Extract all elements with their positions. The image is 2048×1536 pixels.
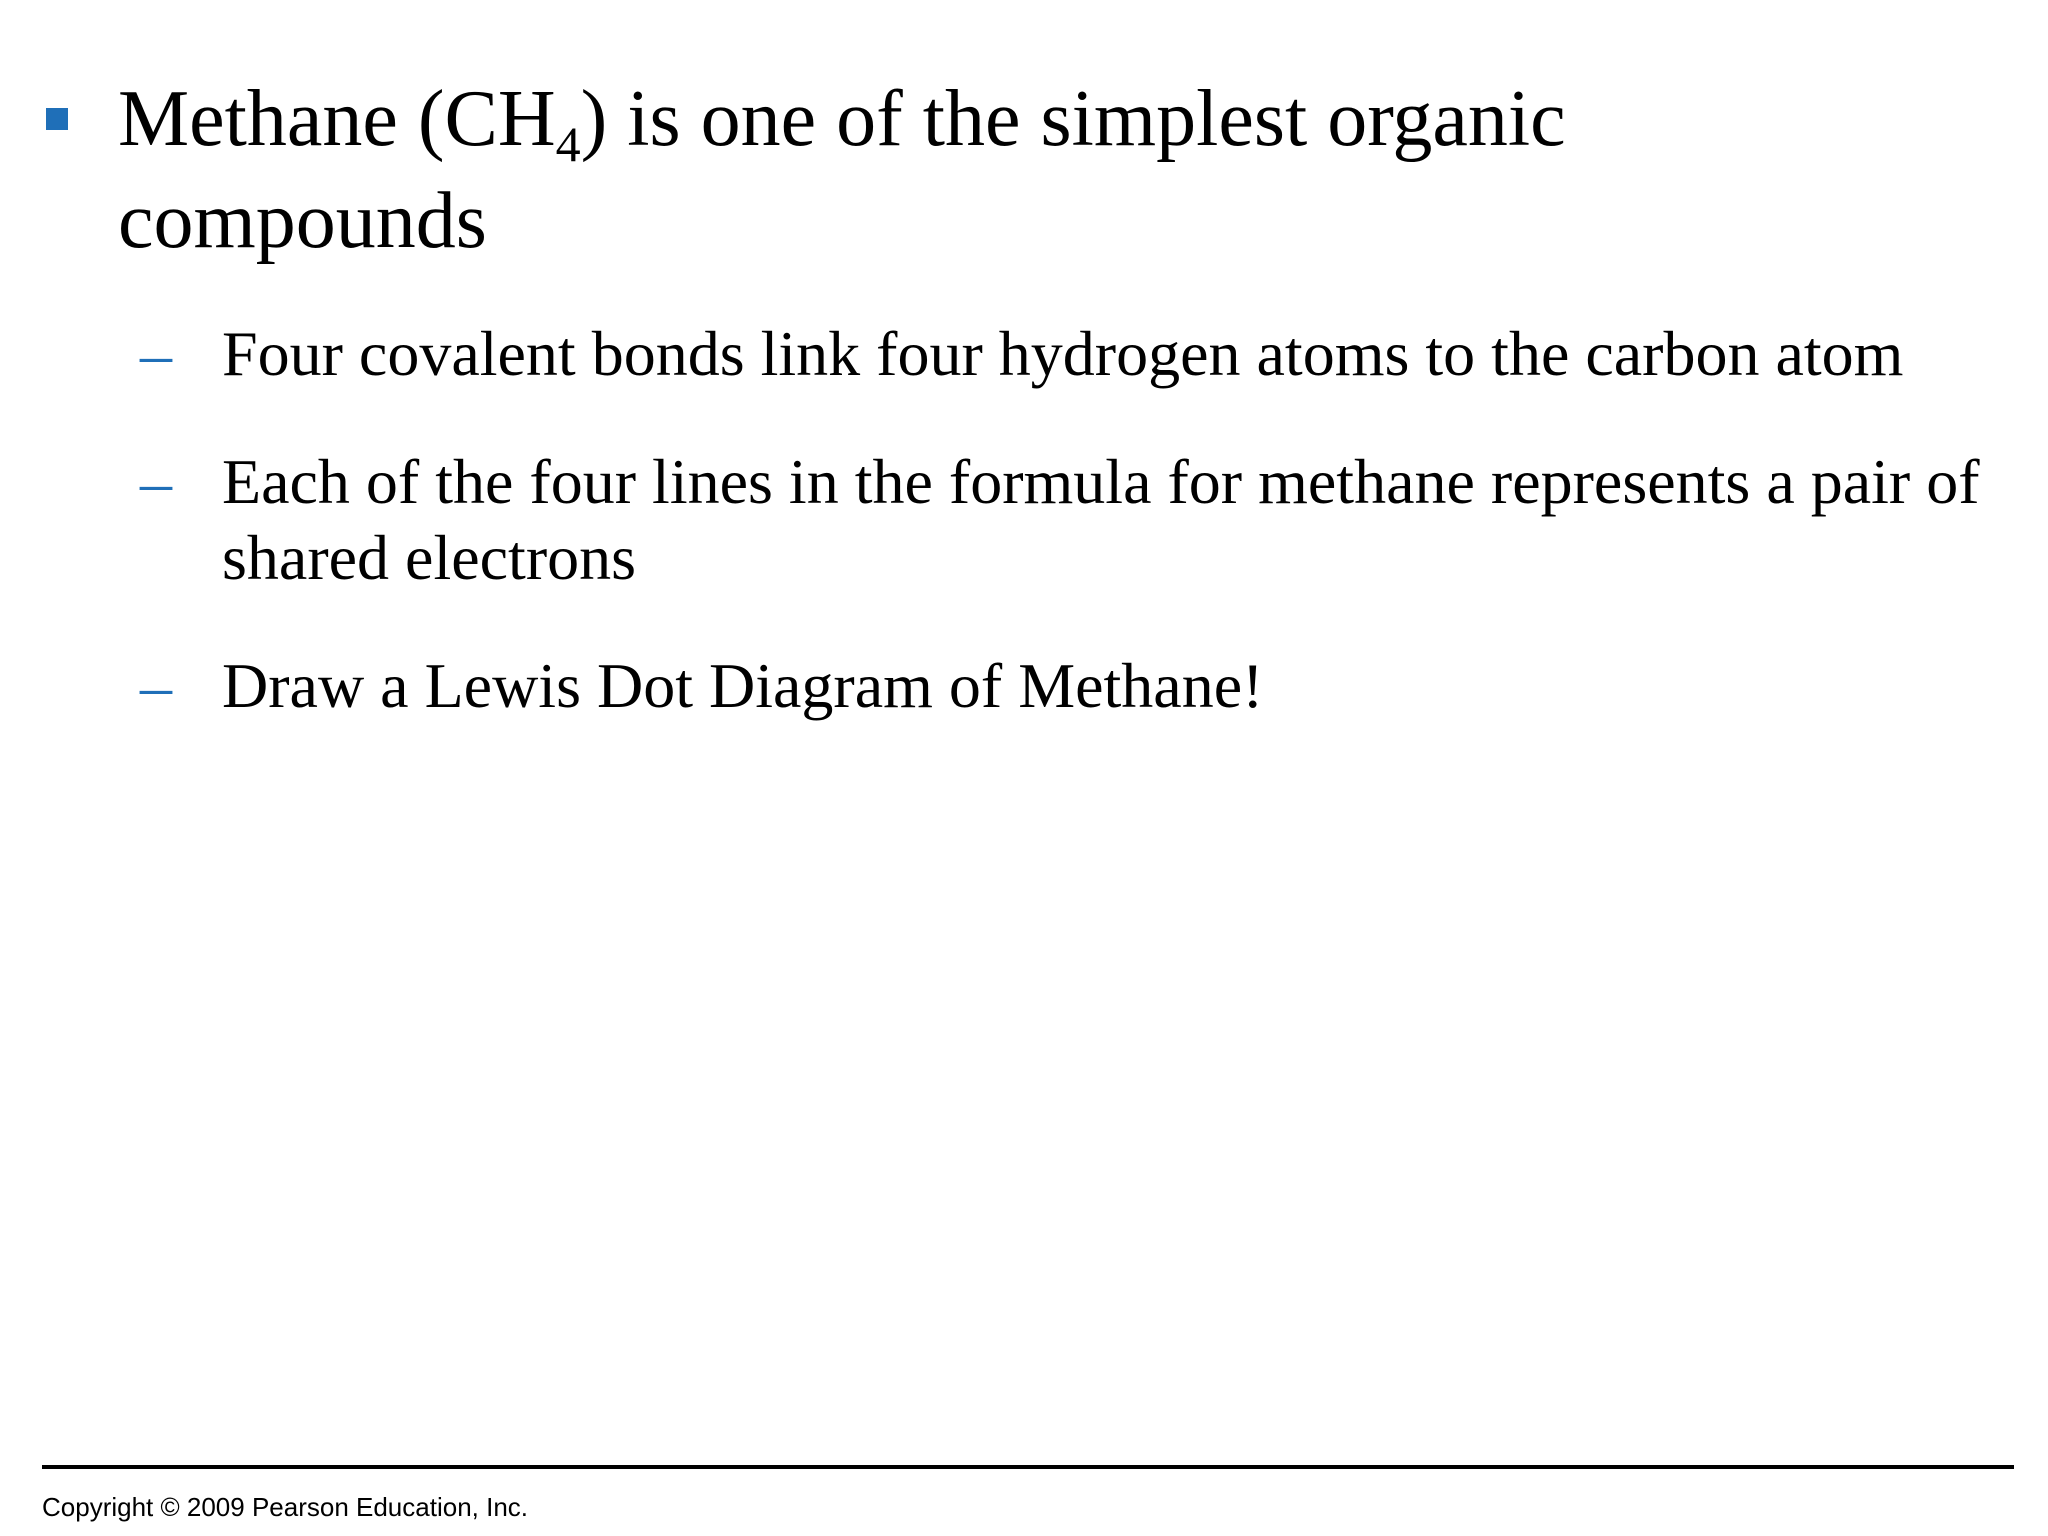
- main-bullet-text-before: Methane (CH: [118, 75, 556, 163]
- sub-bullet-text: Draw a Lewis Dot Diagram of Methane!: [222, 650, 1264, 721]
- sub-bullet-item: [140, 316, 2020, 392]
- footer-divider: [42, 1465, 2014, 1469]
- sub-bullet-list: [140, 316, 2020, 776]
- sub-bullet-item: [140, 648, 2020, 724]
- sub-bullet-item: [140, 444, 2020, 596]
- main-bullet-subscript: 4: [555, 116, 581, 172]
- main-bullet-text-after: ) is one of the simplest organic compounds: [118, 75, 1566, 265]
- dash-bullet-icon: –: [140, 650, 172, 721]
- sub-bullet-text: Each of the four lines in the formula for methane represents a pair of shared electrons: [222, 446, 1980, 593]
- copyright-notice: Copyright © 2009 Pearson Education, Inc.: [42, 1492, 529, 1522]
- sub-bullet-text: Four covalent bonds link four hydrogen atoms to the carbon atom: [222, 318, 1904, 389]
- main-bullet-text: [118, 68, 1938, 272]
- dash-bullet-icon: –: [140, 446, 172, 517]
- square-bullet-icon: [46, 108, 68, 130]
- dash-bullet-icon: –: [140, 318, 172, 389]
